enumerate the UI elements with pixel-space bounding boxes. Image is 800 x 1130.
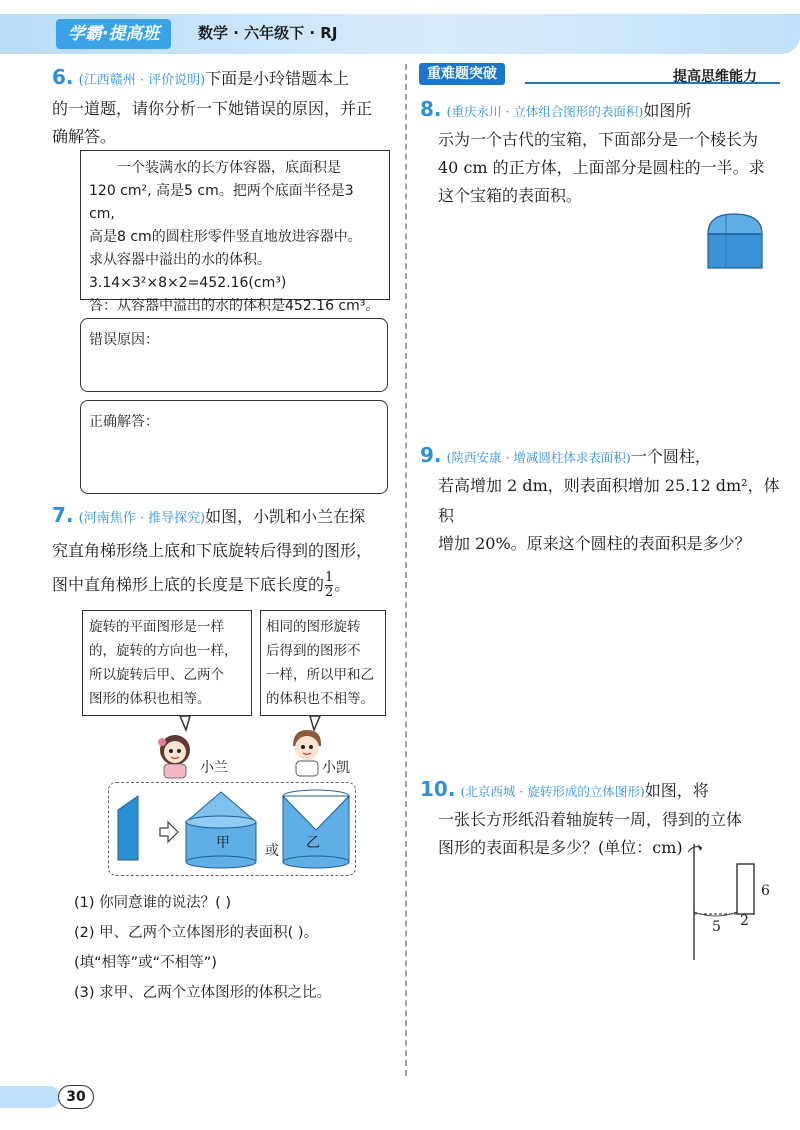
question-text-line: 下面是小玲错题本上 — [205, 69, 350, 88]
question-text-line: 一张长方形纸沿着轴旋转一周，得到的立体 — [438, 810, 743, 829]
brand-badge — [56, 19, 171, 49]
mistake-line: 答：从容器中溢出的水的体积是452.16 cm³。 — [89, 298, 380, 314]
mistake-line: 3.14×3²×8×2=452.16(cm³) — [89, 275, 287, 291]
question-source: (河南焦作 · 推导探究) — [78, 511, 206, 526]
speech-bubble-xiaolan — [82, 610, 252, 716]
correct-answer-box[interactable] — [80, 400, 388, 494]
question-source: (陕西安康 · 增减圆柱体求表面积) — [446, 450, 631, 465]
question-6: 6. (江西赣州 · 评价说明)下面是小玲错题本上 的一道题，请你分析一下她错误的原因，并正 确解答。 — [52, 62, 402, 152]
question-7: 7. (河南焦作 · 推导探究)如图，小凯和小兰在探 究直角梯形绕上底和下底旋转后得到的图形， 图中直角梯形上底的长度是下底长度的 $\frac{1}{2}$ 。 — [52, 500, 402, 600]
question-number: 7 — [52, 503, 66, 527]
fraction-numerator: 1 — [325, 570, 334, 585]
question-text-line: 一个圆柱， — [630, 447, 711, 466]
bubble-line: 后得到的图形不 — [266, 643, 361, 659]
bubble-line: 的，旋转的方向也一样， — [89, 643, 238, 659]
error-reason-box[interactable] — [80, 318, 388, 392]
question-8: 8. (重庆永川 · 立体组合图形的表面积)如图所 示为一个古代的宝箱，下面部分是一个棱长为 40 cm 的正方体，上面部分是圆柱的一半。求 这个宝箱的表面积。 — [420, 94, 780, 211]
question-text-line: 这个宝箱的表面积。 — [438, 186, 583, 205]
question-10: 10. (北京西城 · 旋转形成的立体图形)如图，将 一张长方形纸沿着轴旋转一周，得到的立体 图形的表面积是多少？(单位：cm) — [420, 774, 780, 863]
fraction-end: 。 — [334, 575, 351, 594]
shape-jia-label: 甲 — [216, 835, 230, 851]
subquestion-1: (1) 你同意谁的说法？( ) — [74, 895, 232, 911]
mistake-line: 求从容器中溢出的水的体积。 — [89, 252, 271, 268]
mistake-line: 120 cm², 高是5 cm。把两个底面半径是3 cm, — [89, 183, 354, 222]
mistake-line: 高是8 cm的圆柱形零件竖直地放进容器中。 — [89, 229, 362, 245]
question-source: (北京西城 · 旋转形成的立体图形) — [460, 784, 645, 799]
question-source: (江西赣州 · 评价说明) — [78, 73, 206, 88]
subquestion-2-hint: (填“相等”或“不相等”) — [74, 955, 217, 971]
shape-or-label: 或 — [265, 843, 279, 859]
question-number: 8 — [420, 97, 434, 121]
question-source: (重庆永川 · 立体组合图形的表面积) — [446, 104, 644, 119]
dimension-label-2: 2 — [740, 913, 749, 929]
q7-subquestions — [74, 888, 404, 1008]
question-number: 10 — [420, 777, 448, 801]
bubble-line: 的体积也不相等。 — [266, 691, 374, 707]
xiaolan-avatar — [150, 730, 200, 780]
subject-title: 数学 · 六年级下 · RJ — [198, 24, 338, 42]
question-9: 9. (陕西安康 · 增减圆柱体求表面积)一个圆柱， 若高增加 2 dm，则表面积增加 25.12 dm²，体积 增加 20%。原来这个圆柱的表面积是多少？ — [420, 440, 780, 559]
subquestion-2: (2) 甲、乙两个立体图形的表面积( )。 — [74, 925, 319, 941]
question-text-line: 究直角梯形绕上底和下底旋转后得到的图形， — [52, 541, 373, 560]
name-xiaolan: 小兰 — [200, 760, 228, 776]
dimension-label-5: 5 — [712, 919, 721, 935]
question-text-line: 的一道题，请你分析一下她错误的原因，并正 — [52, 99, 373, 118]
question-text-line: 确解答。 — [52, 127, 117, 146]
bubble-line: 一样，所以甲和乙 — [266, 667, 374, 683]
bubble-line: 相同的图形旋转 — [266, 619, 361, 635]
page-number: 30 — [58, 1085, 94, 1109]
error-reason-label: 错误原因： — [89, 332, 159, 348]
section-tag-right-label: 提高思维能力 — [673, 69, 757, 85]
bubble-line: 图形的体积也相等。 — [89, 691, 211, 707]
question-number: 9 — [420, 443, 434, 467]
question-text-line: 40 cm 的正方体，上面部分是圆柱的一半。求 — [438, 158, 765, 177]
rotation-figure — [108, 782, 356, 876]
bubble-line: 所以旋转后甲、乙两个 — [89, 667, 224, 683]
name-xiaokai: 小凯 — [322, 760, 350, 776]
fraction — [325, 571, 333, 600]
treasure-box-figure — [702, 210, 772, 272]
bubble-line: 旋转的平面图形是一样 — [89, 619, 224, 635]
column-divider — [405, 64, 407, 1076]
fraction-denominator: 2 — [325, 585, 334, 600]
question-text-line: 示为一个古代的宝箱，下面部分是一个棱长为 — [438, 130, 759, 149]
mistake-box — [80, 150, 390, 314]
page-number-band — [0, 1086, 60, 1108]
fraction-line-text: 图中直角梯形上底的长度是下底长度的 — [52, 575, 325, 594]
question-text-line: 如图所 — [643, 101, 692, 120]
section-tag: 重难题突破 — [419, 63, 505, 85]
shape-yi-label: 乙 — [306, 835, 320, 851]
question-text-line: 如图，将 — [644, 781, 709, 800]
fraction-line — [52, 570, 402, 600]
question-number: 6 — [52, 65, 66, 89]
question-text-line: 如图，小凯和小兰在探 — [205, 507, 366, 526]
correct-answer-label: 正确解答： — [89, 414, 159, 430]
subquestion-3: (3) 求甲、乙两个立体图形的体积之比。 — [74, 985, 332, 1001]
question-text-line: 增加 20%。原来这个圆柱的表面积是多少？ — [438, 534, 751, 553]
question-text-line: 图形的表面积是多少？(单位：cm) — [438, 838, 683, 857]
mistake-line: 一个装满水的长方体容器，底面积是 — [117, 160, 341, 176]
brand-label: 学霸·提高班 — [68, 24, 160, 44]
speech-bubble-xiaokai — [260, 610, 386, 716]
dimension-label-6: 6 — [761, 883, 770, 899]
question-text-line: 若高增加 2 dm，则表面积增加 25.12 dm²，体积 — [438, 476, 780, 525]
rotation-axis-figure — [680, 838, 790, 968]
